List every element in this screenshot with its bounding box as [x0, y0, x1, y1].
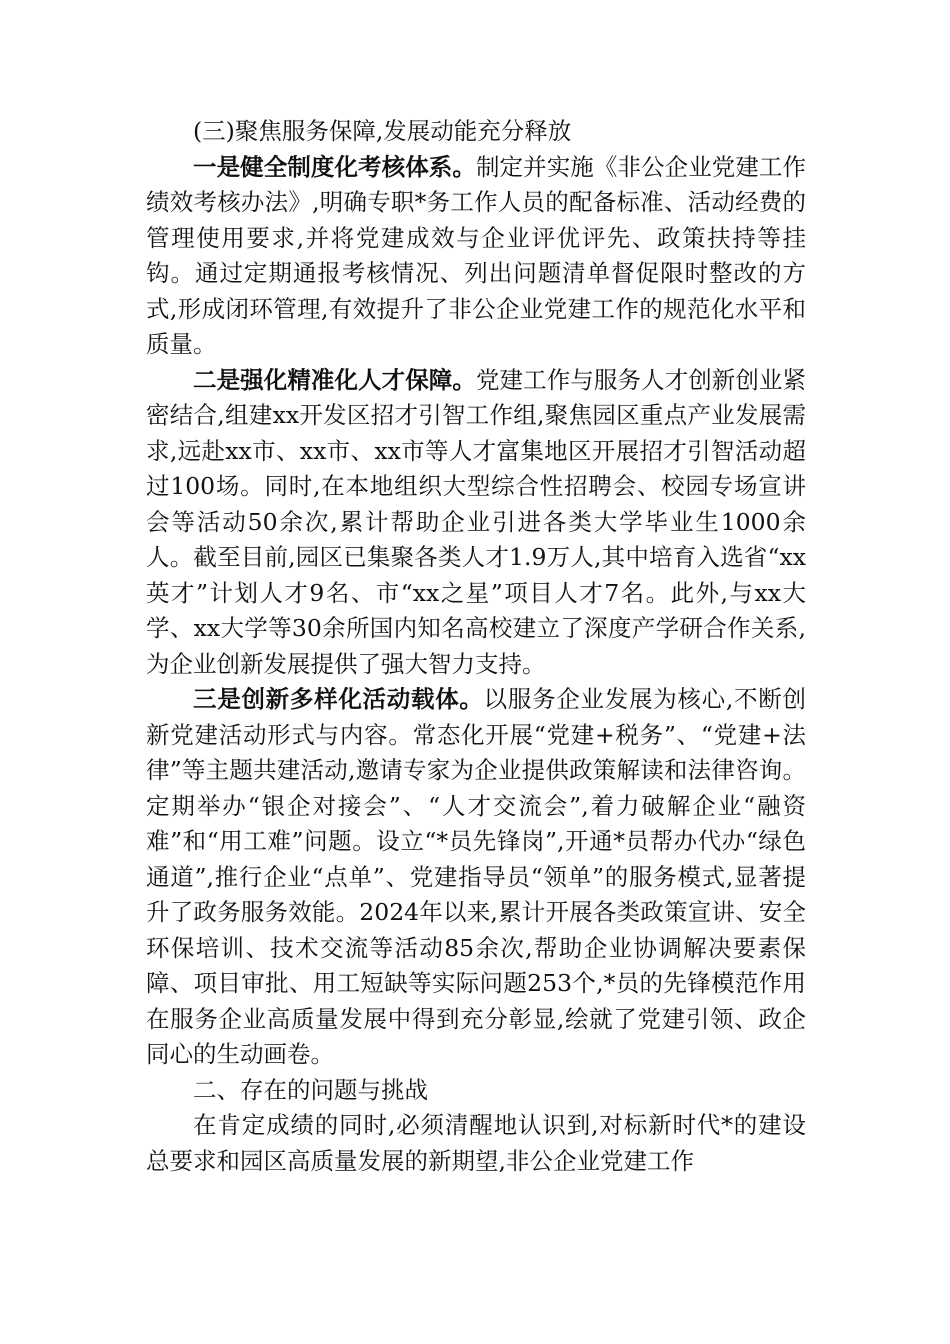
paragraph-body: 以服务企业发展为核心,不断创新党建活动形式与内容。常态化开展“党建+税务”、“党建+法律”等主题共建活动,邀请专家为企业提供政策解读和法律咨询。定期举办“银企对接会”、“人才交流会”,着力破解企业“融资难”和“用工难”问题。设立“*员先锋岗”,开通*员帮办代办“绿色通道”,推行企业“点单”、党建指导员“领单”的服务模式,显著提升了政务服务效能。2024年以来,累计开展各类政策宣讲、安全环保培训、技术交流等活动85余次,帮助企业协调解决要素保障、项目审批、用工短缺等实际问题253个,*员的先锋模范作用在服务企业高质量发展中得到充分彰显,绘就了党建引领、政企同心的生动画卷。 [146, 685, 806, 1068]
paragraph-assessment-system [146, 150, 806, 363]
paragraph-lead: 三是创新多样化活动载体。 [193, 685, 484, 713]
paragraph-body: 制定并实施《非公企业党建工作绩效考核办法》,明确专职*务工作人员的配备标准、活动经费的管理使用要求,并将党建成效与企业评优评先、政策扶持等挂钩。通过定期通报考核情况、列出问题清单督促限时整改的方式,形成闭环管理,有效提升了非公企业党建工作的规范化水平和质量。 [146, 152, 807, 358]
paragraph-talent-support [146, 363, 806, 683]
paragraph-lead: 二是强化精准化人才保障。 [193, 365, 476, 394]
paragraph-lead: 一是健全制度化考核体系。 [193, 152, 476, 181]
section-heading: (三)聚焦服务保障,发展动能充分释放 [193, 117, 572, 145]
document-body [146, 114, 806, 1179]
paragraph-body: 党建工作与服务人才创新创业紧密结合,组建xx开发区招才引智工作组,聚焦园区重点产业发展需求,远赴xx市、xx市、xx市等人才富集地区开展招才引智活动超过100场。同时,在本地组织大型综合性招聘会、校园专场宣讲会等活动50余次,累计帮助企业引进各类大学毕业生1000余人。截至目前,园区已集聚各类人才1.9万人,其中培育入选省“xx英才”计划人才9名、市“xx之星”项目人才7名。此外,与xx大学、xx大学等30余所国内知名高校建立了深度产学研合作关系,为企业创新发展提供了强大智力支持。 [146, 365, 807, 678]
closing-paragraph: 在肯定成绩的同时,必须清醒地认识到,对标新时代*的建设总要求和园区高质量发展的新期望,非公企业党建工作 [146, 1111, 806, 1175]
paragraph-activity-carriers [146, 682, 806, 1073]
part-heading [146, 1073, 806, 1109]
part-heading-text: 二、存在的问题与挑战 [193, 1075, 428, 1104]
